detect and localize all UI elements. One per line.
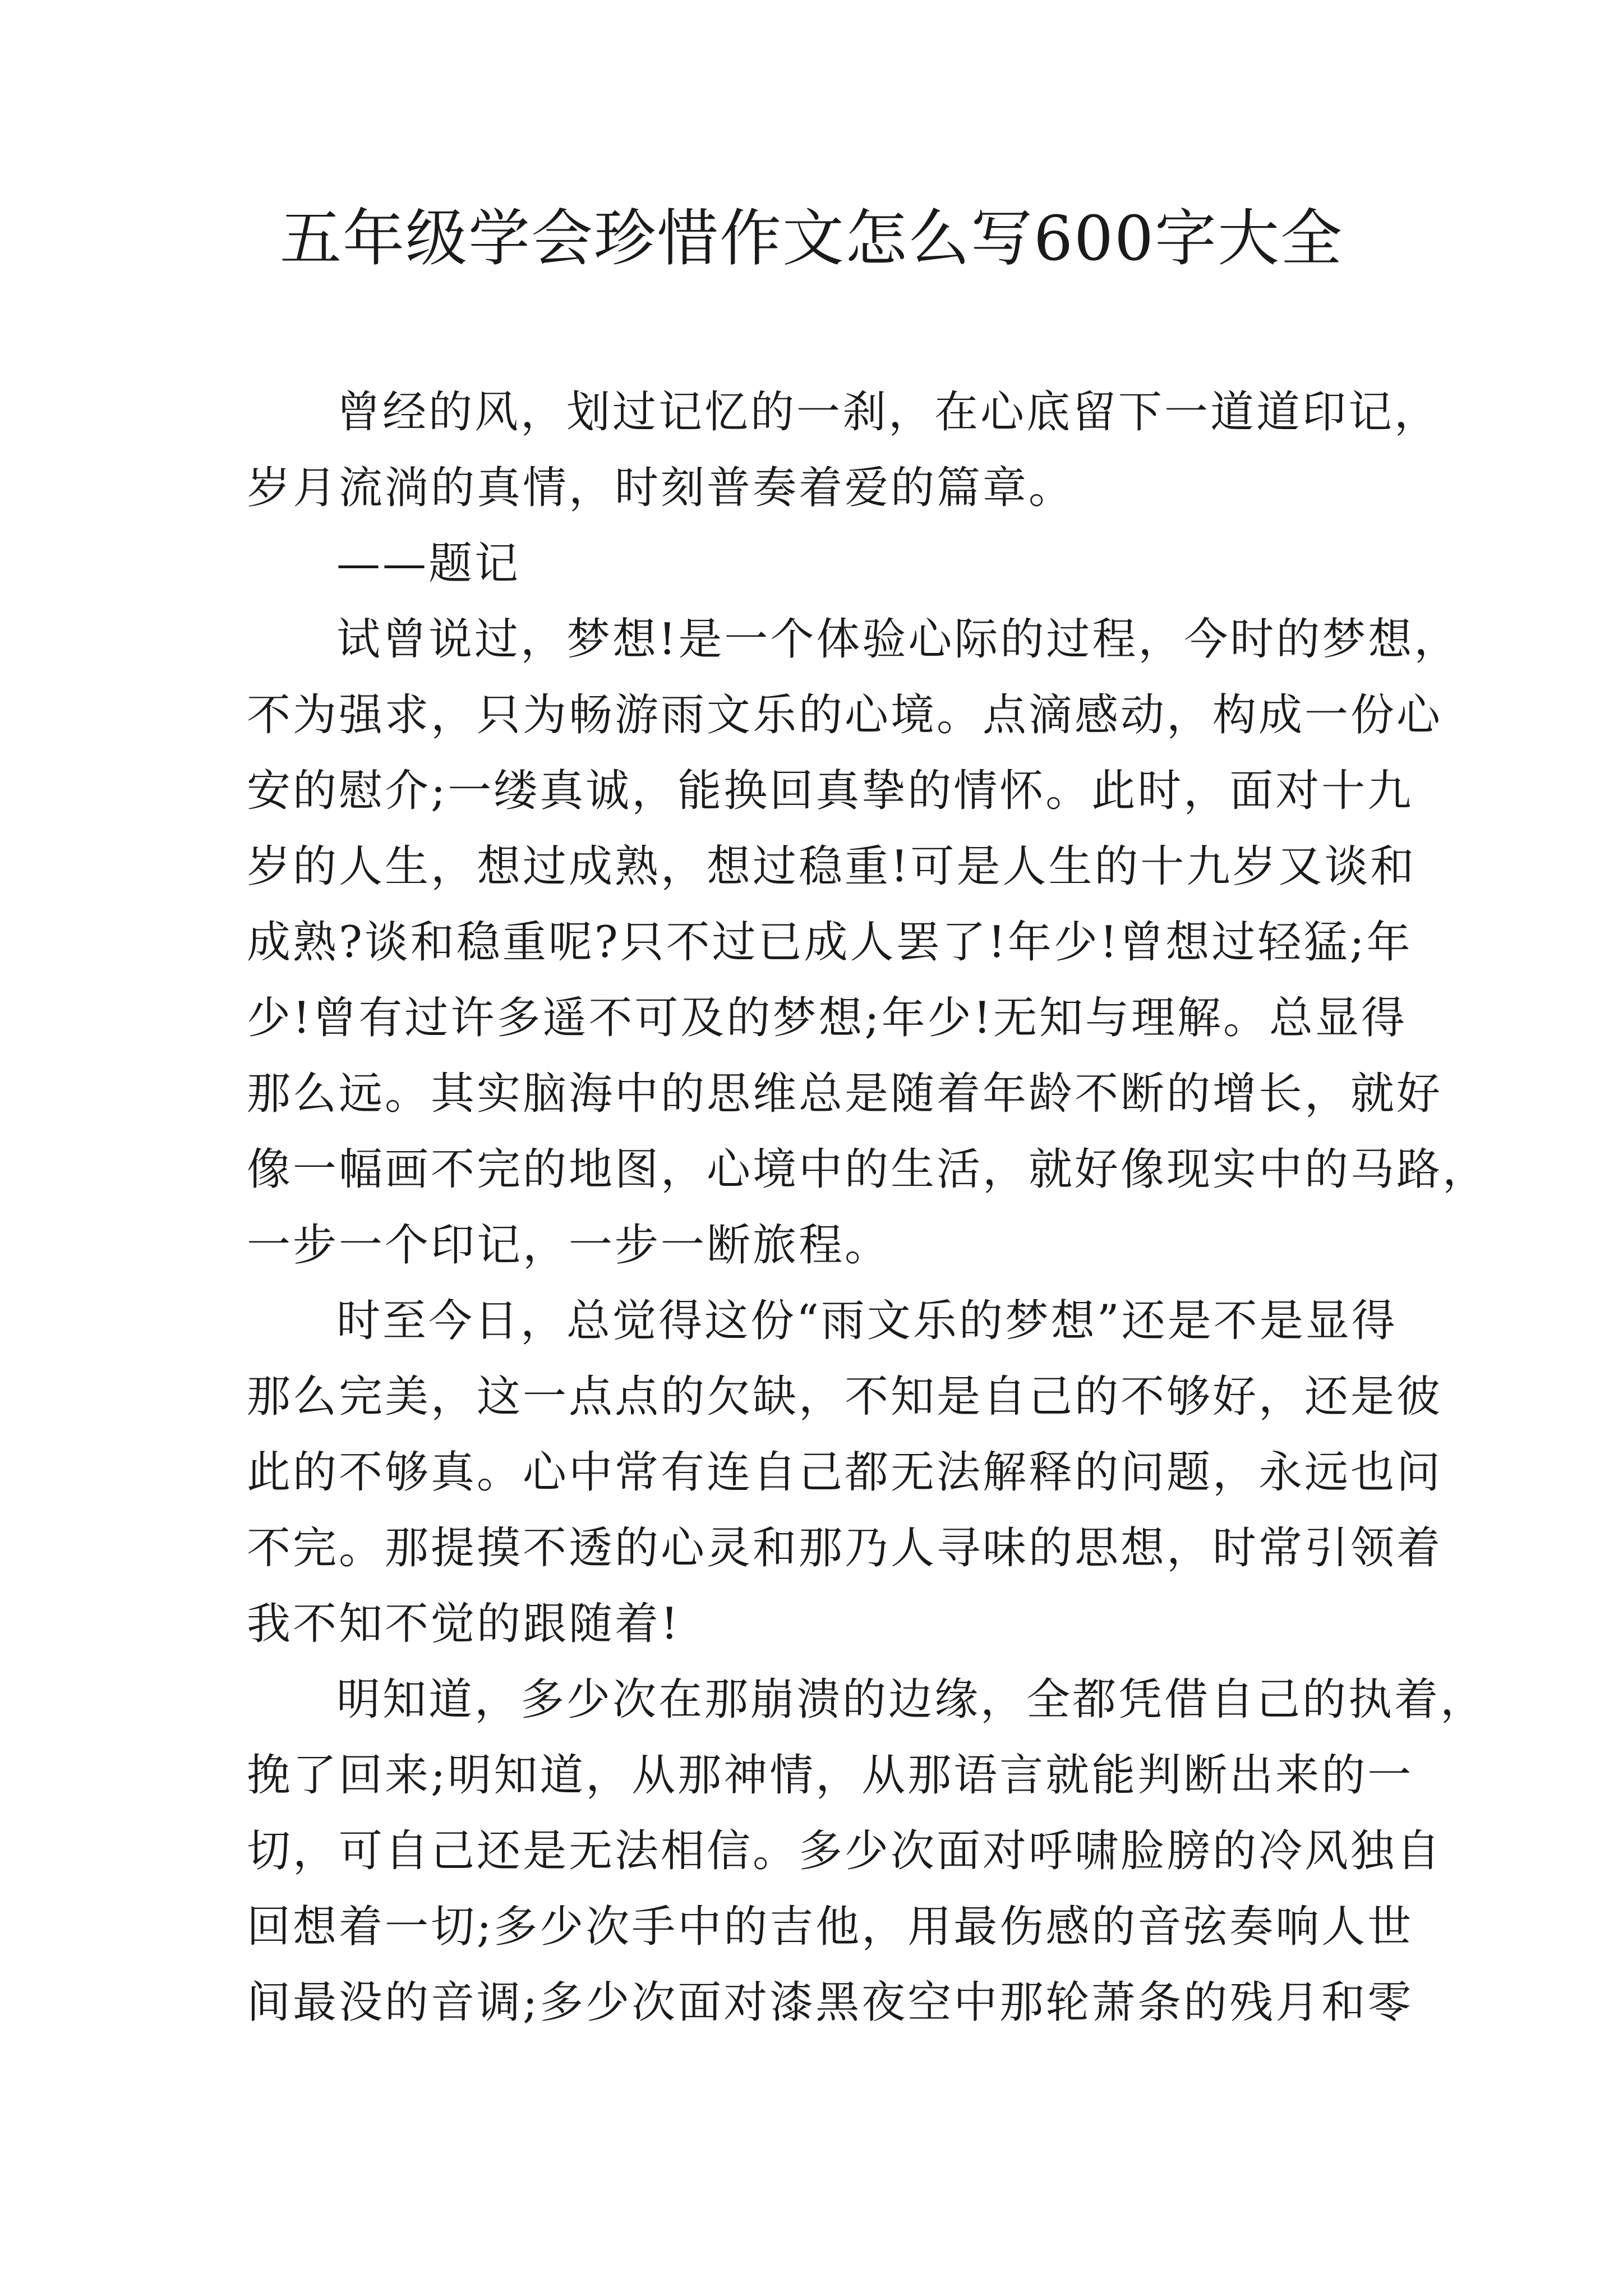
text-line: 挽了回来;明知道，从那神情，从那语言就能判断出来的一 — [247, 1750, 1414, 1801]
text-line: 岁的人生，想过成熟，想过稳重!可是人生的十九岁又谈和 — [247, 841, 1417, 892]
text-line: 那么远。其实脑海中的思维总是随着年龄不断的增长，就好 — [247, 1069, 1443, 1119]
text-line: 回想着一切;多少次手中的吉他，用最伤感的音弦奏响人世 — [247, 1902, 1414, 1952]
text-line: 时至今日，总觉得这份“雨文乐的梦想”还是不是显得 — [336, 1296, 1398, 1346]
document-title: 五年级学会珍惜作文怎么写600字大全 — [280, 203, 1343, 274]
text-line: 我不知不觉的跟随着! — [247, 1599, 681, 1649]
text-line: 像一幅画不完的地图，心境中的生活，就好像现实中的马路， — [247, 1144, 1489, 1195]
text-line: 试曾说过，梦想!是一个体验心际的过程，今时的梦想， — [336, 614, 1460, 665]
text-line: 成熟?谈和稳重呢?只不过已成人罢了!年少!曾想过轻猛;年 — [247, 917, 1413, 968]
text-line: 明知道，多少次在那崩溃的边缘，全都凭借自己的执着， — [336, 1674, 1487, 1725]
text-line: 此的不够真。心中常有连自己都无法解释的问题，永远也问 — [247, 1447, 1443, 1498]
text-line: 岁月流淌的真情，时刻普奏着爱的篇章。 — [247, 463, 1075, 513]
text-line: 少!曾有过许多遥不可及的梦想;年少!无知与理解。总显得 — [247, 993, 1407, 1043]
text-line: 间最没的音调;多少次面对漆黑夜空中那轮萧条的残月和零 — [247, 1977, 1414, 2028]
epigraph-attribution: ——题记 — [336, 539, 521, 589]
text-line: 不为强求，只为畅游雨文乐的心境。点滴感动，构成一份心 — [247, 690, 1443, 740]
text-line: 一步一个印记，一步一断旅程。 — [247, 1220, 891, 1271]
document-body — [247, 375, 1489, 2041]
text-line: 切，可自己还是无法相信。多少次面对呼啸脸膀的冷风独自 — [247, 1826, 1443, 1876]
text-line: 安的慰介;一缕真诚，能换回真挚的情怀。此时，面对十九 — [247, 766, 1414, 816]
text-line: 曾经的风，划过记忆的一刹，在心底留下一道道印记， — [336, 387, 1441, 438]
text-line: 那么完美，这一点点的欠缺，不知是自己的不够好，还是彼 — [247, 1372, 1443, 1422]
text-line: 不完。那提摸不透的心灵和那乃人寻味的思想，时常引领着 — [247, 1523, 1443, 1573]
